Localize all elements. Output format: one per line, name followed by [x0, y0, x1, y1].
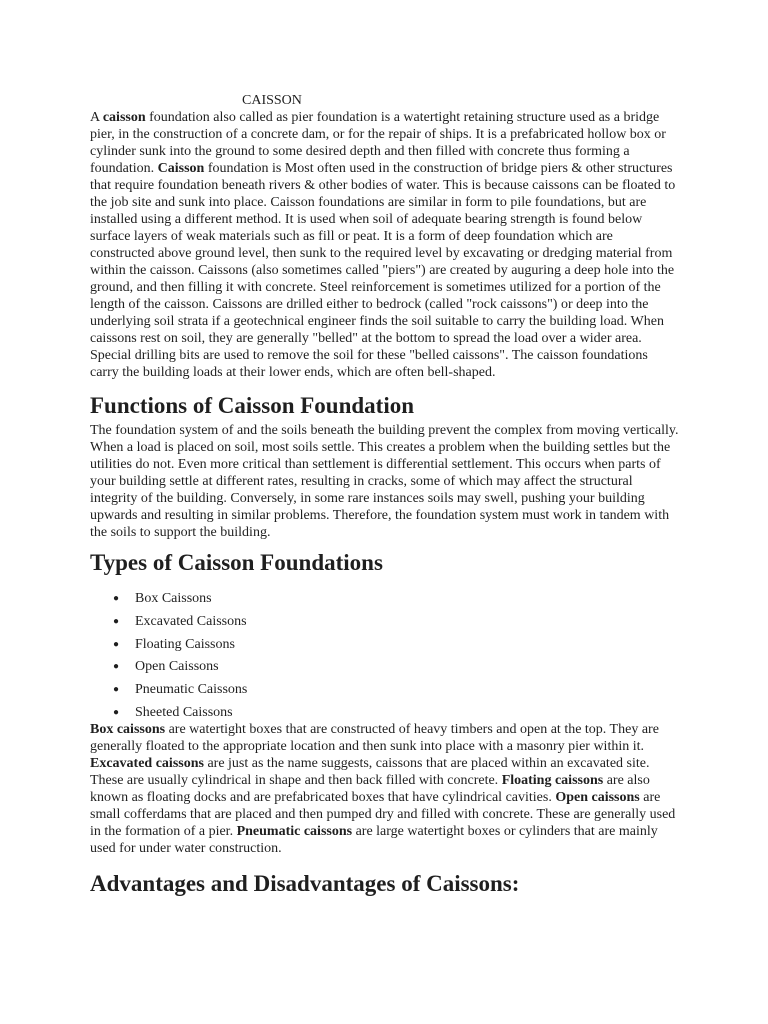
intro-text-1: A — [90, 110, 103, 125]
types-list — [90, 590, 680, 721]
bullet-icon: ● — [113, 615, 120, 627]
pneumatic-caissons-text: are large watertight boxes or cylinders that are mainly used for under water construction. — [90, 823, 658, 856]
box-caissons-text: are watertight boxes that are constructed of heavy timbers and open at the top. They are generally floated to the appropriate location and then sunk into place with a masonry pier within it. — [90, 721, 659, 754]
caisson-bold-term-2: Caisson — [157, 161, 205, 176]
bullet-icon: ● — [113, 684, 120, 696]
list-item — [113, 613, 680, 630]
floating-caissons-term: Floating caissons — [501, 772, 604, 788]
list-item — [113, 658, 680, 675]
box-caissons-term: Box caissons — [90, 721, 166, 737]
list-item — [113, 704, 680, 721]
types-description-paragraph — [90, 721, 680, 857]
open-caissons-term: Open caissons — [555, 789, 640, 805]
advantages-heading: Advantages and Disadvantages of Caissons: — [90, 870, 520, 896]
list-item-label: Sheeted Caissons — [135, 704, 233, 720]
document-page — [90, 92, 680, 900]
intro-paragraph — [90, 109, 680, 381]
excavated-caissons-term: Excavated caissons — [90, 755, 204, 771]
functions-heading: Functions of Caisson Foundation — [90, 393, 414, 418]
bullet-icon: ● — [113, 661, 120, 673]
list-item — [113, 636, 680, 653]
pneumatic-caissons-term: Pneumatic caissons — [236, 823, 353, 839]
list-item-label: Pneumatic Caissons — [135, 682, 248, 698]
types-heading: Types of Caisson Foundations — [90, 550, 383, 575]
bullet-icon: ● — [113, 593, 120, 604]
list-item — [113, 681, 680, 698]
list-item-label: Excavated Caissons — [135, 613, 247, 629]
list-item-label: Box Caissons — [135, 591, 212, 606]
bullet-icon: ● — [113, 706, 120, 718]
document-title: CAISSON — [242, 93, 302, 108]
intro-text-3: foundation is Most often used in the construction of bridge piers & other structures that require foundation beneath rivers & other bodies of water. This is because caissons can be floated to the job site and sunk into place. Caisson foundations are similar in form to pile foundations, but are installed using a different method. It is used when soil of adequate bearing strength is found below surface layers of weak materials such as fill or peat. It is a form of deep foundation which are constructed above ground level, then sunk to the required level by excavating or dredging material from within the caisson. Caissons (also sometimes called "piers") are created by auguring a deep hole into the ground, and then filling it with concrete. Steel reinforcement is sometimes utilized for a portion of the length of the caisson. Caissons are drilled either to bedrock (called "rock caissons") or deep into the underlying soil strata if a geotechnical engineer finds the soil suitable to carry the building load. When caissons rest on soil, they are generally "belled" at the bottom to spread the load over a wider area. Special drilling bits are used to remove the soil for these "belled caissons". The caisson foundations carry the building loads at their lower ends, which are often bell-shaped. — [90, 161, 676, 380]
bullet-icon: ● — [113, 638, 120, 650]
list-item-label: Floating Caissons — [135, 636, 235, 652]
excavated-caissons-text: are just as the name suggests, caissons that are placed within an excavated site. These are usually cylindrical in shape and then back filled with concrete. — [90, 755, 650, 788]
caisson-bold-term: caisson — [102, 110, 146, 125]
floating-caissons-text: are also known as floating docks and are prefabricated boxes that have cylindrical cavities. — [90, 772, 650, 805]
list-item — [113, 590, 680, 607]
intro-text-2: foundation also called as pier foundation is a watertight retaining structure used as a bridge pier, in the construction of a concrete dam, or for the repair of ships. It is a prefabricated hollow box or cylinder sunk into the ground to some desired depth and then filled with concrete thus forming a foundation. — [90, 110, 666, 176]
open-caissons-text: are small cofferdams that are placed and then pumped dry and filled with concrete. These are generally used in the formation of a pier. — [90, 789, 676, 839]
functions-paragraph: The foundation system of and the soils beneath the building prevent the complex from moving vertically. When a load is placed on soil, most soils settle. This creates a problem when the building settles but the utilities do not. Even more critical than settlement is differential settlement. This occurs when parts of your building settle at different rates, resulting in cracks, some of which may affect the structural integrity of the building. Conversely, in some rare instances soils may swell, pushing your building upwards and resulting in similar problems. Therefore, the foundation system must work in tandem with the soils to support the building. — [90, 423, 679, 540]
list-item-label: Open Caissons — [135, 659, 219, 675]
